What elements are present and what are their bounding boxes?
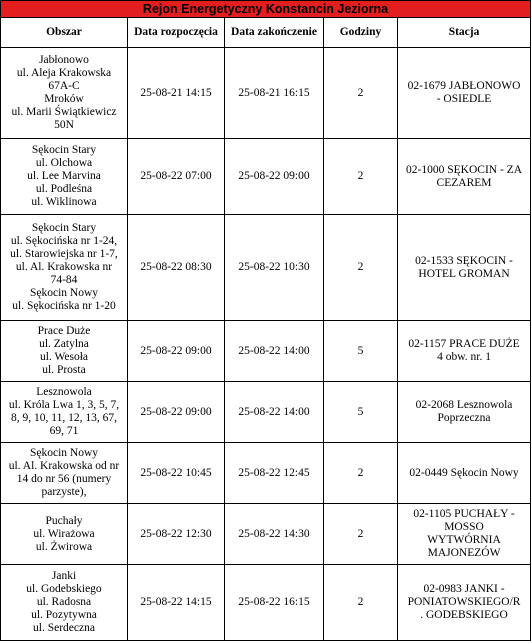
- area-line: ul. Radosna: [36, 596, 92, 608]
- station-line: 02-0983 JANKI -: [423, 583, 505, 595]
- end-date-cell: 25-08-22 12:45: [225, 443, 324, 504]
- station-line: . GODEBSKIEGO: [420, 609, 508, 621]
- area-line: Sękocin Nowy: [29, 447, 99, 459]
- end-date-cell: 25-08-22 14:00: [225, 382, 324, 443]
- area-line: ul. Zatylna: [39, 338, 89, 350]
- table-row: [1, 443, 531, 504]
- area-line: Sękocin Stary: [31, 222, 97, 234]
- start-date-cell: 25-08-22 14:15: [128, 565, 225, 641]
- area-line: parzyste),: [41, 486, 87, 498]
- station-cell: [398, 321, 531, 382]
- table-row: [1, 48, 531, 139]
- area-cell: [1, 48, 128, 139]
- area-line: 69, 71: [49, 425, 79, 437]
- end-date-cell: 25-08-22 14:00: [225, 321, 324, 382]
- column-header-station: Stacja: [398, 18, 531, 48]
- station-line: 02-2068 Lesznowola: [415, 399, 513, 411]
- station-cell: [398, 565, 531, 641]
- station-cell: [398, 48, 531, 139]
- hours-cell: 2: [324, 504, 398, 565]
- area-line: Lesznowola: [36, 386, 92, 398]
- table-row: [1, 139, 531, 215]
- column-header-end: Data zakończenie: [225, 18, 324, 48]
- area-cell: [1, 565, 128, 641]
- area-line: Jabłonowo: [39, 54, 89, 66]
- area-line: ul. Wiklinowa: [31, 196, 97, 208]
- area-line: ul. Serdeczna: [33, 622, 95, 634]
- station-line: PONIATOWSKIEGO/R: [407, 596, 521, 608]
- hours-cell: 5: [324, 382, 398, 443]
- hours-cell: 2: [324, 215, 398, 321]
- station-line: 02-1000 SĘKOCIN - ZA: [406, 163, 522, 176]
- table-row: [1, 321, 531, 382]
- area-line: ul. Al. Krakowska nr: [15, 261, 113, 273]
- start-date-cell: 25-08-22 10:45: [128, 443, 225, 504]
- area-line: ul. Podleśna: [35, 183, 93, 195]
- station-line: - OSIEDLE: [436, 93, 492, 105]
- end-date-cell: 25-08-22 09:00: [225, 139, 324, 215]
- hours-cell: 2: [324, 565, 398, 641]
- area-line: ul. Sękocińska nr 1-20: [12, 300, 116, 312]
- station-line: MAJONEZÓW: [427, 547, 501, 559]
- area-line: 74-84: [50, 274, 78, 286]
- station-line: HOTEL GROMAN: [418, 267, 510, 280]
- station-cell: [398, 382, 531, 443]
- column-header-start: Data rozpoczęcia: [128, 18, 225, 48]
- area-line: ul. Al. Krakowska od nr: [8, 460, 120, 472]
- station-line: 4 obw. nr. 1: [437, 351, 491, 363]
- area-line: ul. Żwirowa: [35, 540, 93, 553]
- station-cell: [398, 215, 531, 321]
- station-line: CEZAREM: [436, 176, 492, 189]
- area-line: 14 do nr 56 (numery: [16, 473, 112, 485]
- area-line: 67A-C: [48, 80, 80, 92]
- header-row: [1, 18, 531, 48]
- table-row: [1, 565, 531, 641]
- area-line: ul. Wesoła: [39, 351, 89, 363]
- area-cell: [1, 321, 128, 382]
- start-date-cell: 25-08-22 07:00: [128, 139, 225, 215]
- area-line: Puchały: [45, 514, 83, 527]
- area-line: ul. Starowiejska nr 1-7,: [10, 248, 118, 260]
- start-date-cell: 25-08-21 14:15: [128, 48, 225, 139]
- station-line: 02-1533 SĘKOCIN -: [415, 254, 513, 267]
- station-cell: [398, 443, 531, 504]
- start-date-cell: 25-08-22 08:30: [128, 215, 225, 321]
- area-line: Sękocin Stary: [31, 144, 97, 156]
- table-row: [1, 382, 531, 443]
- end-date-cell: 25-08-22 10:30: [225, 215, 324, 321]
- end-date-cell: 25-08-21 16:15: [225, 48, 324, 139]
- station-cell: [398, 504, 531, 565]
- area-line: Prace Duże: [37, 325, 91, 337]
- table-row: [1, 504, 531, 565]
- hours-cell: 2: [324, 443, 398, 504]
- station-line: WYTWÓRNIA: [427, 534, 501, 546]
- area-line: ul. Prosta: [42, 364, 86, 376]
- column-header-hours: Godziny: [324, 18, 398, 48]
- area-cell: [1, 382, 128, 443]
- hours-cell: 2: [324, 139, 398, 215]
- area-line: ul. Sękocińska nr 1-24,: [10, 235, 118, 247]
- area-line: ul. Wirażowa: [33, 527, 95, 540]
- start-date-cell: 25-08-22 12:30: [128, 504, 225, 565]
- hours-cell: 5: [324, 321, 398, 382]
- hours-cell: 2: [324, 48, 398, 139]
- column-header-area: Obszar: [1, 18, 128, 48]
- area-cell: [1, 443, 128, 504]
- area-line: ul. Pozytywna: [31, 609, 97, 621]
- end-date-cell: 25-08-22 16:15: [225, 565, 324, 641]
- station-line: 02-1105 PUCHAŁY -: [413, 508, 515, 520]
- start-date-cell: 25-08-22 09:00: [128, 382, 225, 443]
- station-line: 02-0449 Sękocin Nowy: [409, 466, 519, 479]
- area-line: ul. Olchowa: [35, 157, 93, 169]
- area-cell: [1, 139, 128, 215]
- title-row: [1, 1, 531, 18]
- station-line: 02-1157 PRACE DUŻE: [408, 338, 520, 350]
- area-line: 50N: [54, 119, 74, 131]
- start-date-cell: 25-08-22 09:00: [128, 321, 225, 382]
- area-line: ul. Aleja Krakowska: [16, 67, 112, 79]
- area-line: ul. Króla Lwa 1, 3, 5, 7,: [8, 399, 120, 411]
- area-line: ul. Godebskiego: [26, 583, 102, 595]
- station-cell: [398, 139, 531, 215]
- area-line: Mroków: [44, 93, 84, 105]
- area-line: Sękocin Nowy: [29, 287, 99, 299]
- station-line: MOSSO: [444, 521, 484, 533]
- area-cell: [1, 504, 128, 565]
- area-line: Janki: [51, 570, 77, 582]
- area-cell: [1, 215, 128, 321]
- area-line: ul. Marii Świątkiewicz: [11, 106, 117, 118]
- area-line: ul. Lee Marvina: [27, 170, 101, 182]
- table-title: Rejon Energetyczny Konstancin Jeziorna: [1, 1, 531, 18]
- area-line: 8, 9, 10, 11, 12, 13, 67,: [11, 412, 117, 424]
- station-line: 02-1679 JABŁONOWO: [407, 80, 521, 92]
- station-line: Poprzeczna: [437, 412, 491, 424]
- table-row: [1, 215, 531, 321]
- end-date-cell: 25-08-22 14:30: [225, 504, 324, 565]
